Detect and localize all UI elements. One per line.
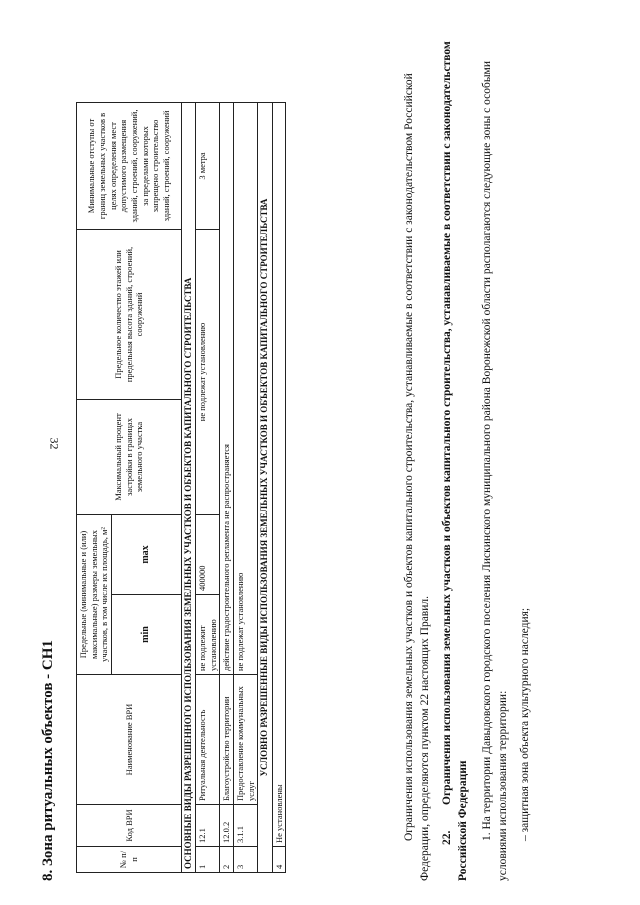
row-num: 3	[234, 847, 258, 873]
row-name: Благоустройство территории	[220, 675, 234, 805]
row-name: Ритуальная деятельность	[196, 675, 220, 805]
header-setbacks: Минимальные отступы от границ земельных участков в целях определения мест допустимого размещения зданий, строений, сооружений, за пределами которых запрещено строительство зданий, строений, сооружений	[77, 102, 182, 229]
zone-title: 8. Зона ритуальных объектов - СН1	[40, 640, 56, 881]
table-row	[220, 102, 234, 872]
header-min: min	[111, 595, 181, 675]
paragraph-restrictions: Ограничения использования земельных участков и объектов капитального строительства, устанавливаемые в соответствии с законодательством Российской Федерации, определяются пунктом 22 настоящих Правил.	[403, 73, 431, 881]
header-floors: Предельное количество этажей или предельная высота зданий, строений, сооружений	[77, 229, 182, 399]
row-name: Предоставление коммунальных услуг	[234, 675, 258, 805]
section-22-text: Ограничения использования земельных участков и объектов капитального строительства, устанавливаемые в соответствии с законодательством Российской Федерации	[441, 41, 469, 881]
header-area: Предельные (минимальные и (или) максимальные) размеры земельных участков, в том числе их площадь, м²	[77, 514, 112, 674]
table-row	[196, 102, 220, 872]
row-setbacks: 3 метра	[196, 102, 220, 229]
row-num: 1	[196, 847, 220, 873]
section-main-row	[181, 102, 195, 872]
section-conditional-row	[258, 102, 272, 872]
header-num: № п/п	[77, 847, 182, 873]
paragraph-heritage-zone: – защитная зона объекта культурного наследия;	[519, 607, 531, 841]
section-conditional: УСЛОВНО РАЗРЕШЕННЫЕ ВИДЫ ИСПОЛЬЗОВАНИЯ ЗЕМЕЛЬНЫХ УЧАСТКОВ И ОБЪЕКТОВ КАПИТАЛЬНОГО СТРОИТЕЛЬСТВА	[258, 102, 272, 872]
page-number: 32	[47, 437, 62, 450]
row-code: 3.1.1	[234, 805, 258, 847]
header-row	[77, 102, 112, 872]
section-22-heading	[440, 31, 471, 881]
section-22-number: 22.	[441, 830, 453, 845]
rotated-page-content	[10, 15, 630, 895]
header-name: Наименование ВРИ	[77, 675, 182, 805]
table-row	[272, 102, 286, 872]
header-max: max	[111, 514, 181, 594]
row-min: не подлежит установлению	[196, 595, 220, 675]
row-text: Не установлены	[272, 102, 286, 846]
row-code: 12.1	[196, 805, 220, 847]
paragraph-zones: 1. На территории Давыдовского городского поселения Лискинского муниципального района Воронежской области располагаются следующие зоны с особыми условиями использования территории:	[481, 61, 509, 881]
row-num: 4	[272, 847, 286, 873]
row-max: 400000	[196, 514, 220, 594]
section-main: ОСНОВНЫЕ ВИДЫ РАЗРЕШЕННОГО ИСПОЛЬЗОВАНИЯ ЗЕМЕЛЬНЫХ УЧАСТКОВ И ОБЪЕКТОВ КАПИТАЛЬНОГО СТРОИТЕЛЬСТВА	[181, 102, 195, 872]
table-row	[234, 102, 258, 872]
header-code: Код ВРИ	[77, 805, 182, 847]
row-span-text: не подлежат установлению	[234, 102, 258, 674]
header-percent: Максимальный процент застройки в границах земельного участка	[77, 399, 182, 514]
row-span-text: действие градостроительного регламента не распространяется	[220, 102, 234, 674]
row-num: 2	[220, 847, 234, 873]
regulation-table	[76, 102, 286, 873]
row-percent-floors: не подлежат установлению	[196, 229, 220, 514]
row-code: 12.0.2	[220, 805, 234, 847]
